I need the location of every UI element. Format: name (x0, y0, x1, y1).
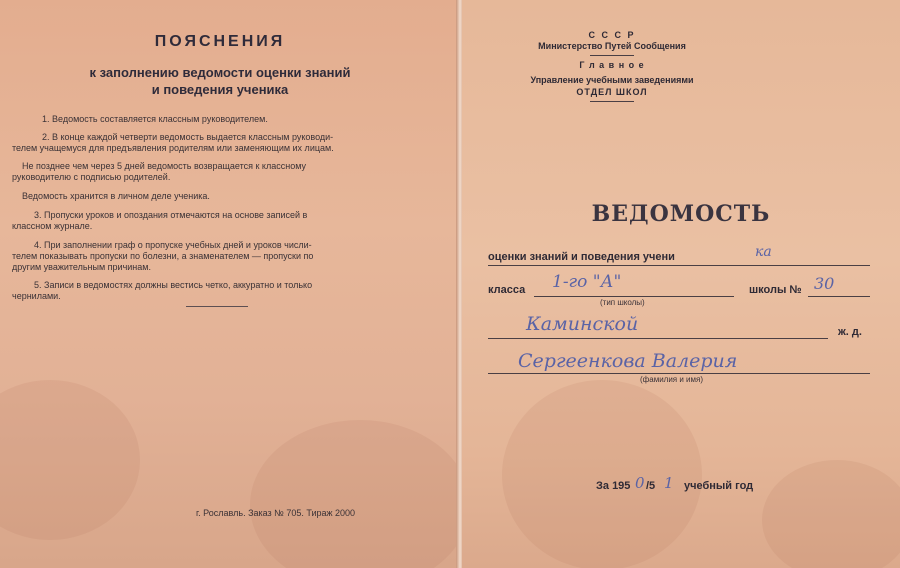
country: С С С Р (588, 30, 636, 40)
paragraph-2b: телем учащемуся для предъявления родителям или заменяющим их лицам. (12, 143, 334, 153)
row-pupil-handwriting: ка (755, 244, 772, 260)
department: Управление учебными заведениями (530, 75, 694, 85)
row-pupil-label: оценки знаний и поведения учени (488, 251, 675, 263)
year-prefix: За 195 (596, 480, 631, 492)
paragraph-1: 1. Ведомость составляется классным руководителем. (42, 114, 268, 124)
school-number-handwriting: 30 (814, 274, 835, 293)
paragraph-2a: 2. В конце каждой четверти ведомость выдается классным руководи- (42, 132, 334, 142)
explanations-subtitle-line1: к заполнению ведомости оценки знаний (89, 65, 351, 80)
student-name-handwriting: Сергеенкова Валерия (518, 350, 738, 372)
school-type-caption: (тип школы) (600, 298, 645, 307)
header-rule (590, 101, 634, 102)
explanations-title: ПОЯСНЕНИЯ (154, 33, 286, 50)
class-handwriting: 1-го "А" (552, 272, 622, 292)
separator-line (186, 306, 248, 307)
class-label: класса (488, 284, 526, 296)
railway-suffix: ж. д. (838, 326, 862, 338)
paragraph-2e: Ведомость хранится в личном деле ученика. (22, 191, 210, 201)
glavnoe: Г л а в н о е (579, 60, 645, 70)
paragraph-5b: чернилами. (12, 291, 61, 301)
document-title: ВЕДОМОСТЬ (591, 201, 771, 227)
year-separator: /5 (646, 480, 656, 492)
paper-stain (0, 380, 140, 540)
name-field-line (488, 373, 870, 374)
field-line (488, 265, 870, 266)
paragraph-2c: Не позднее чем через 5 дней ведомость возвращается к классному (22, 161, 306, 171)
paragraph-2d: руководителю с подписью родителей. (12, 172, 171, 182)
paper-stain (762, 460, 900, 568)
school-field-line (808, 296, 870, 297)
school-number-label: школы № (749, 284, 802, 296)
class-field-line (534, 296, 734, 297)
name-caption: (фамилия и имя) (640, 375, 704, 384)
header-rule (590, 55, 634, 56)
year-handwriting-1: 0 (635, 474, 645, 492)
otdel-shkol: ОТДЕЛ ШКОЛ (576, 87, 648, 97)
explanations-subtitle-line2: и поведения ученика (151, 82, 289, 97)
report-card-cover (462, 0, 900, 568)
paragraph-4a: 4. При заполнении граф о пропуске учебных дней и уроков числи- (34, 240, 312, 250)
paragraph-3a: 3. Пропуски уроков и опоздания отмечаются на основе записей в (34, 210, 308, 220)
ministry: Министерство Путей Сообщения (538, 41, 686, 51)
paragraph-4c: другим уважительным причинам. (12, 262, 151, 272)
paragraph-4b: телем показывать пропуски по болезни, а знаменателем — пропуски по (12, 251, 314, 261)
paragraph-3b: классном журнале. (12, 221, 93, 231)
year-suffix: учебный год (684, 480, 754, 492)
paper-stain (250, 420, 458, 568)
year-handwriting-2: 1 (664, 474, 674, 492)
railway-handwriting: Каминской (526, 313, 639, 335)
print-footer: г. Рославль. Заказ № 705. Тираж 2000 (196, 508, 356, 518)
paragraph-5a: 5. Записи в ведомостях должны вестись четко, аккуратно и только (34, 280, 313, 290)
railway-field-line (488, 338, 828, 339)
